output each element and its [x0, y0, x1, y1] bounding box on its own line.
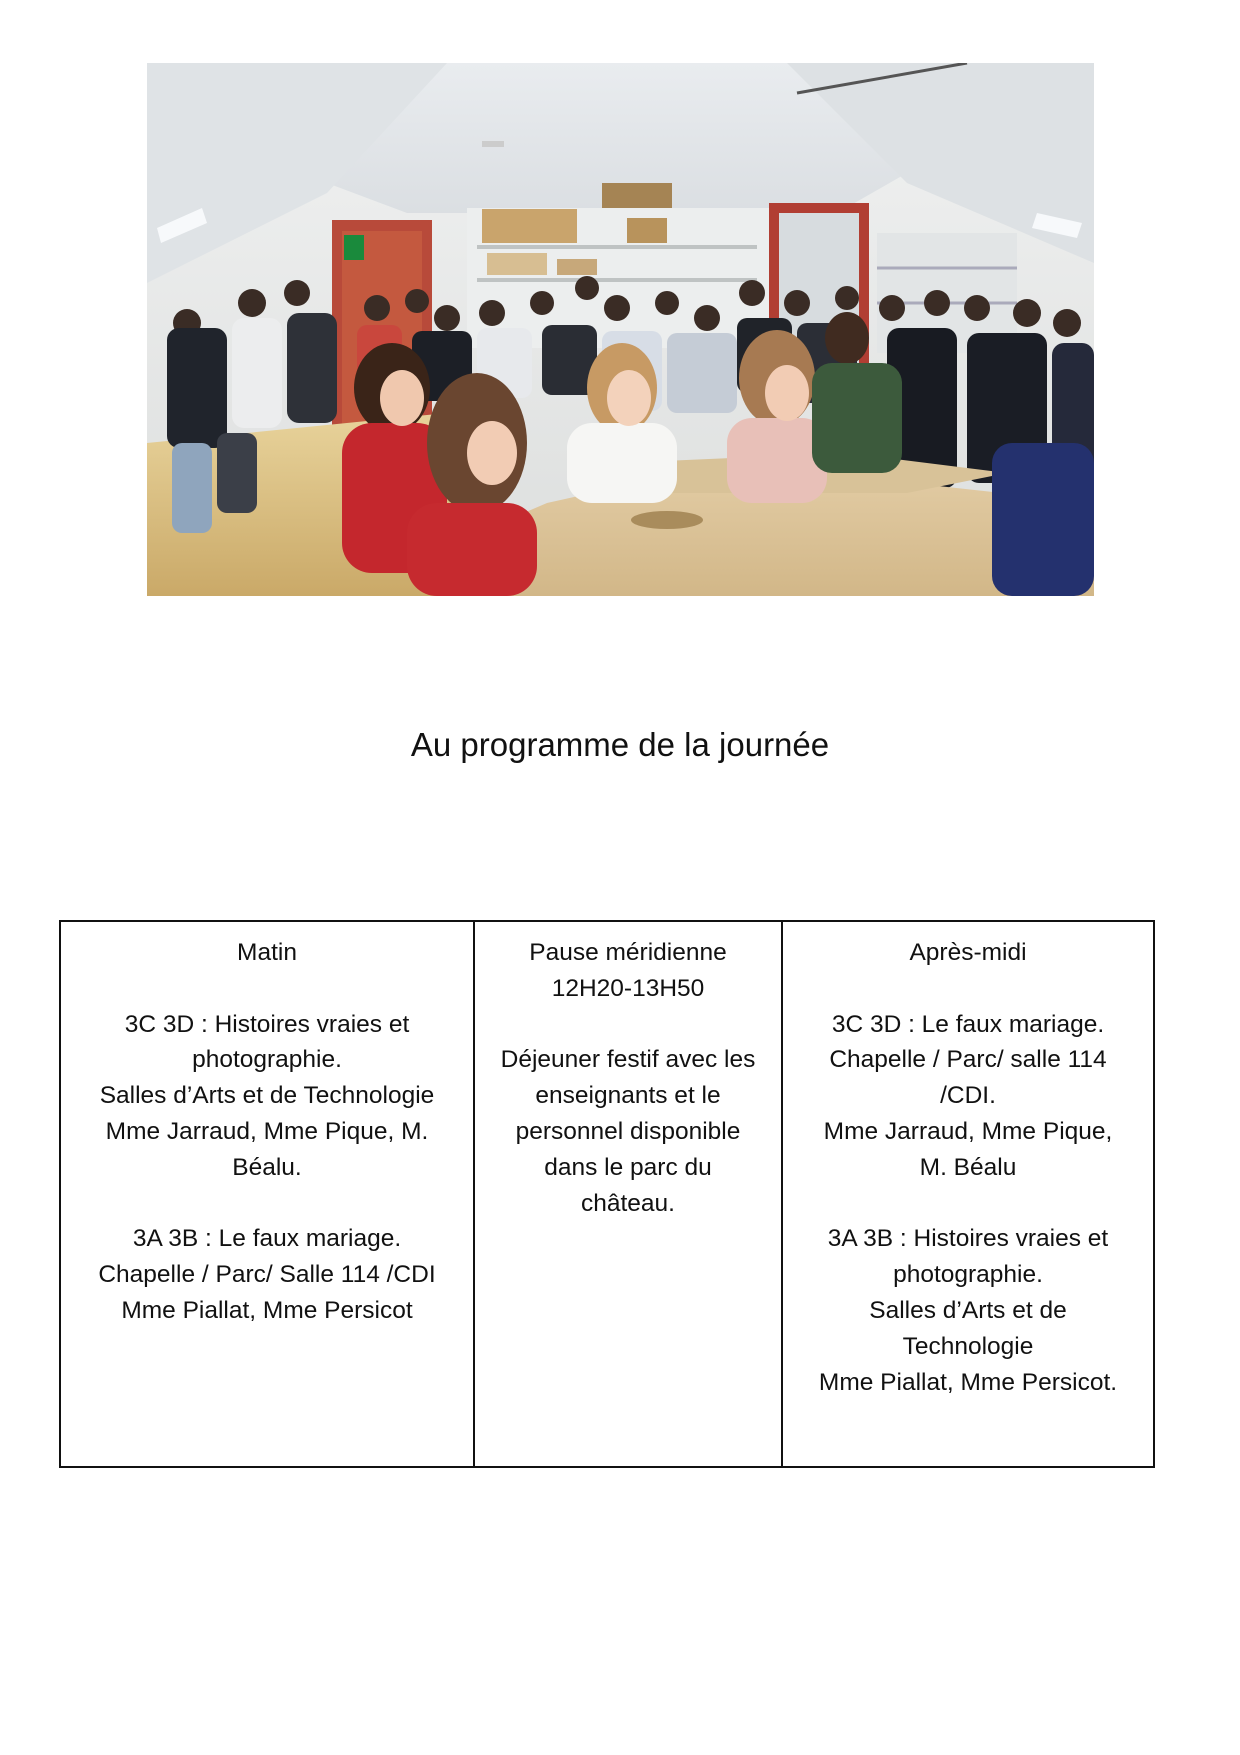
midday-line: dans le parc du	[544, 1153, 712, 1181]
afternoon-group2-line: Mme Piallat, Mme Persicot.	[818, 1368, 1118, 1396]
spacer	[793, 1186, 1143, 1222]
schedule-table	[59, 920, 1155, 1468]
page-heading: Au programme de la journée	[410, 726, 830, 763]
midday-time: 12H20-13H50	[551, 974, 705, 1002]
spacer	[71, 971, 463, 1007]
afternoon-group2-line: Salles d’Arts et de	[869, 1296, 1067, 1324]
morning-group2-line: Mme Piallat, Mme Persicot	[121, 1296, 413, 1324]
morning-group1-line: Béalu.	[232, 1153, 302, 1181]
midday-line: enseignants et le	[535, 1082, 721, 1110]
schedule-row	[60, 921, 1154, 1467]
morning-group2-line: Chapelle / Parc/ Salle 114 /CDI	[98, 1261, 436, 1289]
afternoon-title: Après-midi	[909, 939, 1027, 966]
morning-group1-line: Mme Jarraud, Mme Pique, M.	[105, 1117, 429, 1145]
midday-title: Pause méridienne	[529, 939, 727, 966]
afternoon-group1-line: Chapelle / Parc/ salle 114	[829, 1046, 1107, 1074]
classroom-photo	[147, 63, 1094, 596]
afternoon-group2-line: 3A 3B : Histoires vraies et	[827, 1225, 1109, 1253]
afternoon-group1-line: /CDI.	[940, 1082, 996, 1110]
afternoon-group1-line: Mme Jarraud, Mme Pique,	[823, 1117, 1113, 1145]
spacer	[793, 971, 1143, 1007]
morning-group2-line: 3A 3B : Le faux mariage.	[132, 1225, 402, 1253]
spacer	[485, 1007, 771, 1043]
morning-cell	[60, 921, 474, 1467]
midday-cell	[474, 921, 782, 1467]
morning-group1-line: 3C 3D : Histoires vraies et	[124, 1010, 410, 1038]
afternoon-group2-line: photographie.	[893, 1261, 1043, 1289]
afternoon-group2-line: Technologie	[902, 1332, 1034, 1360]
midday-line: Déjeuner festif avec les	[500, 1046, 756, 1074]
midday-line: personnel disponible	[515, 1117, 741, 1145]
morning-group1-line: Salles d’Arts et de Technologie	[99, 1082, 435, 1110]
morning-title: Matin	[237, 939, 297, 966]
midday-line: château.	[581, 1189, 675, 1217]
afternoon-group1-line: 3C 3D : Le faux mariage.	[831, 1010, 1105, 1038]
afternoon-group1-line: M. Béalu	[919, 1153, 1017, 1181]
spacer	[71, 1186, 463, 1222]
morning-group1-line: photographie.	[192, 1046, 342, 1074]
afternoon-cell	[782, 921, 1154, 1467]
